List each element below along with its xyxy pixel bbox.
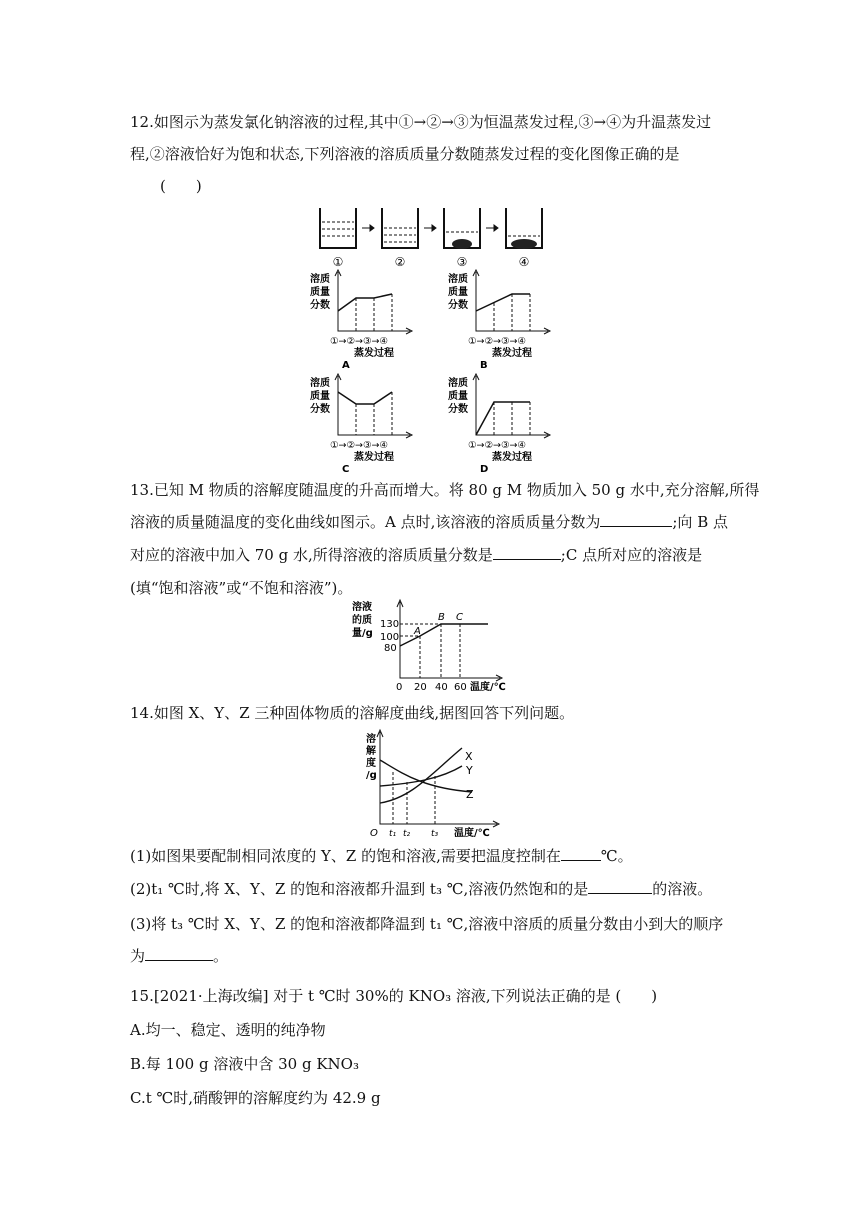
svg-text:40: 40 [435,682,448,693]
answer-blank[interactable] [493,543,561,560]
svg-text:B: B [438,612,445,623]
beaker-label: ④ [518,255,530,269]
svg-text:蒸发过程: 蒸发过程 [492,452,532,463]
svg-text:Z: Z [466,788,474,801]
graph-option-b [448,270,550,371]
answer-blank[interactable] [145,944,213,961]
beaker-label: ③ [456,255,468,269]
answer-blank[interactable] [561,844,601,861]
svg-text:蒸发过程: 蒸发过程 [492,348,532,359]
q15-option-b: B.每 100 g 溶液中含 30 g KNO₃ [130,1055,359,1073]
svg-text:X: X [465,750,473,763]
q12-line2: 程,②溶液恰好为饱和状态,下列溶液的溶质质量分数随蒸发过程的变化图像正确的是 [130,145,680,163]
svg-text:80: 80 [384,643,397,654]
q14-sub1 [130,844,633,868]
svg-text:的质: 的质 [352,615,372,626]
svg-text:质量: 质量 [310,287,330,298]
graph-option-a [310,270,412,371]
svg-text:0: 0 [396,682,403,693]
svg-text:温度/℃: 温度/℃ [470,682,506,693]
q13-mass-graph [350,598,520,693]
answer-blank[interactable] [588,877,652,894]
q14-text: (2)t₁ ℃时,将 X、Y、Z 的饱和溶液都升温到 t₃ ℃,溶液仍然饱和的是 [130,880,589,898]
svg-text:100: 100 [380,632,400,643]
q12-option-graphs [300,268,570,478]
q14-sub3: (3)将 t₃ ℃时 X、Y、Z 的饱和溶液都降温到 t₁ ℃,溶液中溶质的质量分数由小到大的顺序 [130,915,724,933]
graph-option-c [310,374,412,475]
svg-text:①→②→③→④: ①→②→③→④ [468,336,526,347]
q13-line2 [130,510,728,534]
svg-text:量/g: 量/g [352,628,373,639]
q13-line1: 13.已知 M 物质的溶解度随温度的升高而增大。将 80 g M 物质加入 50 g 水中,充分溶解,所得 [130,481,760,499]
svg-text:t₂: t₂ [403,829,411,839]
q12-line1: 12.如图示为蒸发氯化钠溶液的过程,其中①→②→③为恒温蒸发过程,③→④为升温蒸发过 [130,113,712,131]
svg-text:质量: 质量 [448,391,468,402]
svg-text:130: 130 [380,619,400,630]
beaker-label: ② [394,255,406,269]
q14-text: 为 [130,947,146,965]
svg-text:溶液: 溶液 [352,602,372,613]
q14-solubility-graph [362,728,512,840]
q13-text: 对应的溶液中加入 70 g 水,所得溶液的溶质质量分数是 [130,546,493,564]
svg-text:温度/℃: 温度/℃ [454,828,490,839]
svg-text:60: 60 [454,682,467,693]
svg-text:t₃: t₃ [431,829,439,839]
q14-text: (1)如图果要配制相同浓度的 Y、Z 的饱和溶液,需要把温度控制在 [130,847,561,865]
q12-beaker-figure [310,200,560,270]
svg-text:B: B [480,360,488,371]
svg-text:Y: Y [466,764,473,777]
q14-text: 。 [213,947,229,965]
svg-text:度: 度 [366,758,376,769]
q15-option-a: A.均一、稳定、透明的纯净物 [130,1021,326,1039]
svg-text:蒸发过程: 蒸发过程 [354,452,394,463]
svg-text:分数: 分数 [448,404,468,415]
q14-sub3-cont [130,944,228,968]
graph-option-d [448,374,550,475]
q13-text: 溶液的质量随温度的变化曲线如图示。A 点时,该溶液的溶质质量分数为 [130,513,601,531]
svg-text:溶质: 溶质 [310,274,330,285]
svg-text:①→②→③→④: ①→②→③→④ [468,440,526,451]
q13-line3 [130,543,702,567]
svg-text:t₁: t₁ [389,829,397,839]
svg-text:D: D [480,464,489,475]
q13-text: ;向 B 点 [672,513,728,531]
svg-text:分数: 分数 [448,300,468,311]
svg-text:质量: 质量 [310,391,330,402]
svg-text:20: 20 [414,682,427,693]
svg-text:/g: /g [366,770,377,781]
svg-text:溶质: 溶质 [448,378,468,389]
svg-text:A: A [414,626,421,637]
svg-text:A: A [342,360,350,371]
svg-text:分数: 分数 [310,404,330,415]
svg-text:溶: 溶 [366,734,376,745]
svg-text:O: O [370,828,378,839]
q15-option-c: C.t ℃时,硝酸钾的溶解度约为 42.9 g [130,1089,381,1107]
svg-text:蒸发过程: 蒸发过程 [354,348,394,359]
q15-stem: 15.[2021·上海改编] 对于 t ℃时 30%的 KNO₃ 溶液,下列说法正确的是 ( ) [130,987,658,1005]
svg-text:C: C [342,464,350,475]
q14-text: 的溶液。 [652,880,713,898]
q14-line1: 14.如图 X、Y、Z 三种固体物质的溶解度曲线,据图回答下列问题。 [130,704,575,722]
svg-text:分数: 分数 [310,300,330,311]
svg-text:①→②→③→④: ①→②→③→④ [330,440,388,451]
q13-line4: (填“饱和溶液”或“不饱和溶液”)。 [130,579,353,597]
svg-text:解: 解 [366,746,376,757]
svg-text:溶质: 溶质 [448,274,468,285]
svg-text:溶质: 溶质 [310,378,330,389]
q14-sub2 [130,877,712,901]
answer-blank[interactable] [600,510,672,527]
q14-text: ℃。 [600,847,633,865]
svg-text:C: C [456,612,463,623]
q12-answer-paren: ( ) [160,177,202,195]
svg-text:质量: 质量 [448,287,468,298]
svg-text:①→②→③→④: ①→②→③→④ [330,336,388,347]
q13-text: ;C 点所对应的溶液是 [560,546,703,564]
beaker-label: ① [332,255,344,269]
